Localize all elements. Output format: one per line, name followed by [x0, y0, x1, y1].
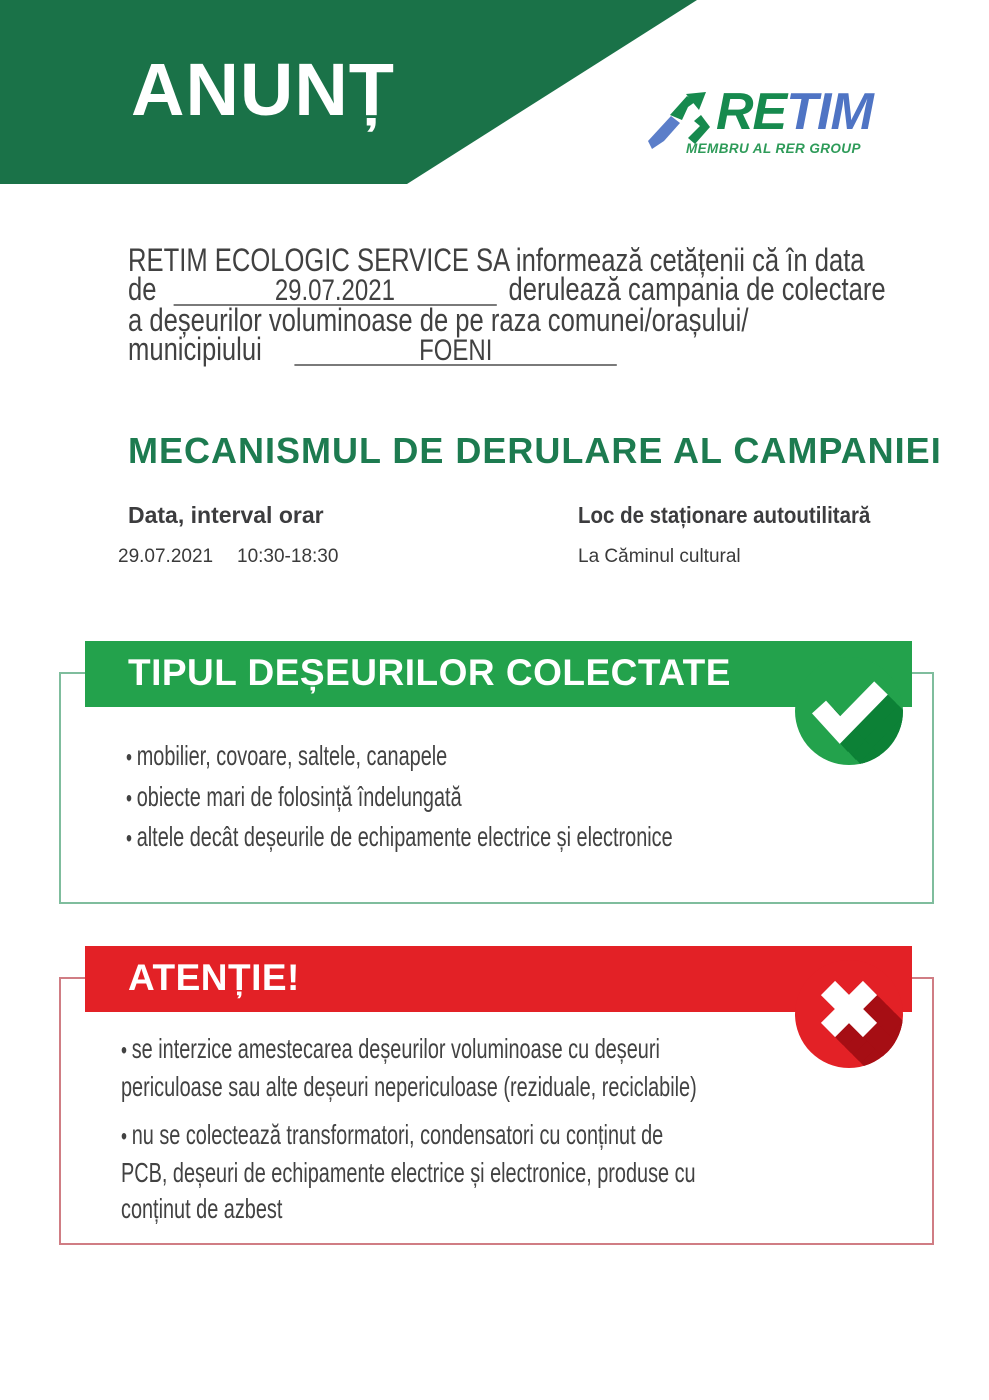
- schedule-col1-header: Data, interval orar: [128, 502, 324, 528]
- location-fill-in: FOENI: [295, 337, 617, 366]
- mechanism-heading: MECANISMUL DE DERULARE AL CAMPANIEI: [128, 430, 942, 471]
- attention-title: ATENȚIE!: [128, 957, 300, 998]
- date-fill-in: 29.07.2021: [173, 277, 496, 306]
- intro-line4-prefix: municipiului: [128, 331, 262, 367]
- list-item-line: conținut de azbest: [121, 1193, 283, 1224]
- schedule-location: La Căminul cultural: [578, 546, 741, 567]
- attention-list: [121, 1031, 932, 1227]
- intro-line-1: RETIM ECOLOGIC SERVICE SA informează cetățenii că în data: [128, 242, 865, 278]
- intro-line-4: [128, 331, 886, 367]
- list-item-line: periculoase sau alte deșeuri nepericuloase (reziduale, reciclabile): [121, 1071, 697, 1102]
- page-title: ANUNȚ: [131, 48, 395, 131]
- collected-waste-title: TIPUL DEȘEURILOR COLECTATE: [128, 652, 731, 693]
- logo-re: RE: [716, 83, 787, 141]
- intro-paragraph: [128, 242, 989, 367]
- collected-waste-header-bar: [85, 641, 912, 707]
- schedule-interval: 10:30-18:30: [237, 546, 339, 567]
- attention-header-bar: [85, 946, 912, 1012]
- logo-tim: TIM: [786, 83, 873, 141]
- list-item: • altele decât deșeurile de echipamente electrice și electronice: [126, 818, 673, 859]
- schedule-col2-header: Loc de staționare autoutilitară: [578, 502, 871, 528]
- intro-line2-suffix: derulează campania de colectare: [508, 271, 886, 307]
- intro-line2-prefix: de: [128, 271, 157, 307]
- list-item: • mobilier, covoare, saltele, canapele: [126, 737, 673, 778]
- intro-line-3: a deșeurilor voluminoase de pe raza comunei/orașului/: [128, 302, 749, 338]
- list-item-line: • se interzice amestecarea deșeurilor voluminoase cu deșeuri: [121, 1031, 697, 1069]
- list-gap: [121, 1105, 932, 1117]
- list-item-line: • nu se colectează transformatori, condensatori cu conținut de: [121, 1117, 697, 1155]
- schedule-date: 29.07.2021: [118, 546, 214, 567]
- list-item: • obiecte mari de folosință îndelungată: [126, 778, 673, 819]
- list-item-line: PCB, deșeuri de echipamente electrice și electronice, produse cu: [121, 1157, 696, 1188]
- collected-waste-list: [126, 737, 896, 859]
- logo-membership: MEMBRU AL RER GROUP: [686, 141, 861, 156]
- retim-logo-text: [716, 83, 873, 141]
